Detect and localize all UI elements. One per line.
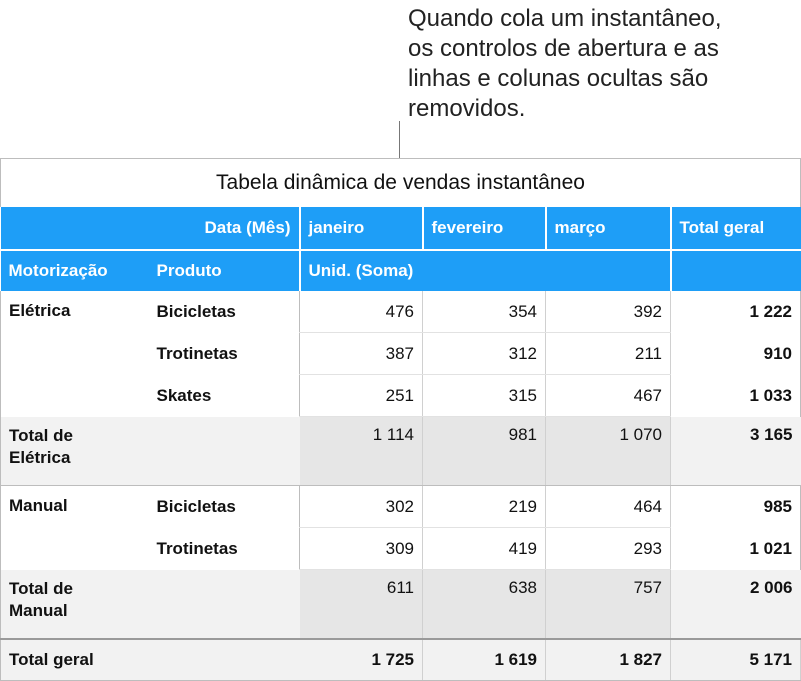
value-cell[interactable]: 467 xyxy=(546,375,671,417)
subtotal-total-cell[interactable]: 3 165 xyxy=(671,417,801,486)
value-cell[interactable]: 476 xyxy=(300,291,423,333)
value-cell[interactable]: 419 xyxy=(423,528,546,570)
row-field-produto[interactable]: Produto xyxy=(149,250,300,291)
value-cell[interactable]: 309 xyxy=(300,528,423,570)
column-field-label[interactable]: Data (Mês) xyxy=(149,207,300,250)
value-cell[interactable]: 219 xyxy=(423,486,546,528)
subtotal-label-line: Total de xyxy=(9,578,73,598)
subtotal-label-eletrica[interactable] xyxy=(1,417,149,486)
grand-total-total-cell[interactable]: 5 171 xyxy=(671,639,801,681)
subtotal-value-cell[interactable]: 1 114 xyxy=(300,417,423,486)
value-cell[interactable]: 312 xyxy=(423,333,546,375)
row-total-cell[interactable]: 1 021 xyxy=(671,528,801,570)
subtotal-value-cell[interactable]: 611 xyxy=(300,570,423,640)
group-label-manual[interactable]: Manual xyxy=(1,486,149,570)
value-cell[interactable]: 211 xyxy=(546,333,671,375)
header-month-janeiro[interactable]: janeiro xyxy=(300,207,423,250)
value-cell[interactable]: 315 xyxy=(423,375,546,417)
value-cell[interactable]: 464 xyxy=(546,486,671,528)
value-cell[interactable]: 302 xyxy=(300,486,423,528)
value-cell[interactable]: 251 xyxy=(300,375,423,417)
product-label[interactable]: Trotinetas xyxy=(156,343,238,363)
subtotal-value-cell[interactable]: 757 xyxy=(546,570,671,640)
row-total-cell[interactable]: 910 xyxy=(671,333,801,375)
grand-total-label[interactable]: Total geral xyxy=(1,639,149,681)
subtotal-value-cell[interactable]: 1 070 xyxy=(546,417,671,486)
row-total-cell[interactable]: 1 033 xyxy=(671,375,801,417)
callout-line: os controlos de abertura e as xyxy=(408,35,719,62)
grand-total-value-cell[interactable]: 1 725 xyxy=(300,639,423,681)
header-grand-total[interactable]: Total geral xyxy=(671,207,801,250)
subtotal-label-line: Total de xyxy=(9,425,73,445)
value-field-label[interactable]: Unid. (Soma) xyxy=(300,250,671,291)
product-label[interactable]: Bicicletas xyxy=(156,301,236,321)
callout-annotation xyxy=(408,4,788,124)
subtotal-label-line: Elétrica xyxy=(9,447,71,467)
grand-total-value-cell[interactable]: 1 619 xyxy=(423,639,546,681)
group-label-eletrica[interactable]: Elétrica xyxy=(1,291,149,417)
value-cell[interactable]: 354 xyxy=(423,291,546,333)
value-cell[interactable]: 392 xyxy=(546,291,671,333)
row-total-cell[interactable]: 1 222 xyxy=(671,291,801,333)
header-month-fevereiro[interactable]: fevereiro xyxy=(423,207,546,250)
subtotal-value-cell[interactable]: 981 xyxy=(423,417,546,486)
row-field-motorizacao[interactable]: Motorização xyxy=(1,250,149,291)
header-month-marco[interactable]: março xyxy=(546,207,671,250)
table-title[interactable]: Tabela dinâmica de vendas instantâneo xyxy=(1,159,801,208)
value-cell[interactable]: 387 xyxy=(300,333,423,375)
subtotal-total-cell[interactable]: 2 006 xyxy=(671,570,801,640)
callout-line: Quando cola um instantâneo, xyxy=(408,5,722,32)
subtotal-label-manual[interactable] xyxy=(1,570,149,640)
callout-leader-line xyxy=(399,121,400,158)
pivot-table-snapshot[interactable] xyxy=(0,158,801,681)
product-label[interactable]: Bicicletas xyxy=(156,496,236,516)
value-cell[interactable]: 293 xyxy=(546,528,671,570)
row-total-cell[interactable]: 985 xyxy=(671,486,801,528)
header-cell-empty[interactable] xyxy=(671,250,801,291)
subtotal-label-line: Manual xyxy=(9,600,68,620)
subtotal-empty-cell[interactable] xyxy=(149,570,300,640)
subtotal-empty-cell[interactable] xyxy=(149,417,300,486)
subtotal-value-cell[interactable]: 638 xyxy=(423,570,546,640)
grand-total-empty-cell[interactable] xyxy=(149,639,300,681)
product-label[interactable]: Skates xyxy=(156,385,212,405)
callout-line: linhas e colunas ocultas são xyxy=(408,65,709,92)
callout-line: removidos. xyxy=(408,95,526,122)
header-cell-empty[interactable] xyxy=(1,207,149,250)
product-label[interactable]: Trotinetas xyxy=(156,538,238,558)
grand-total-value-cell[interactable]: 1 827 xyxy=(546,639,671,681)
